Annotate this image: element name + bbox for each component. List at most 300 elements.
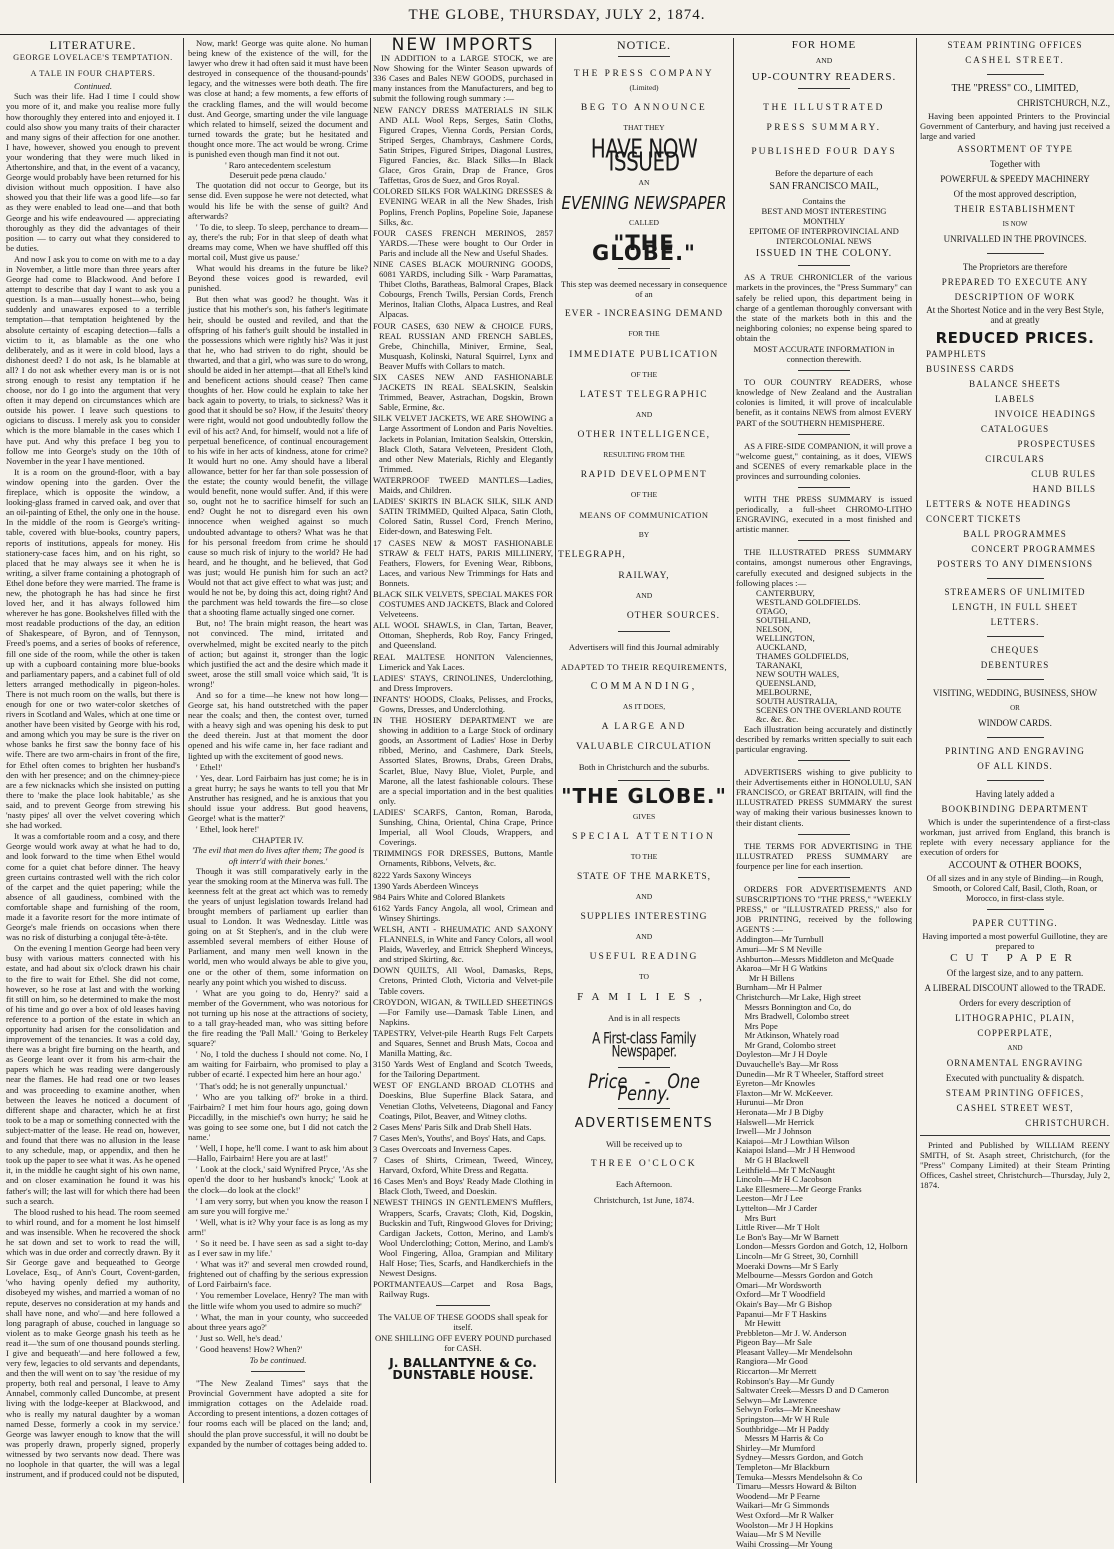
column-rule [370, 38, 371, 1483]
dialogue: ' You remember Lovelace, Henry? The man with the little wife whom you used to admire so much?' [188, 1290, 368, 1311]
notice-line: Both in Christchurch and the suburbs. [578, 762, 710, 773]
dialogue: ' Well, I hope, he'll come. I want to ask him about—Hallo, Fairbairn! Here you are at last!' [188, 1143, 368, 1164]
divider [798, 834, 851, 835]
paragraph: MOST ACCURATE INFORMATION in connection therewith. [753, 343, 895, 365]
divider [618, 631, 670, 632]
heading-line: EPITOME OF INTERPROVINCIAL AND [749, 226, 899, 237]
import-item: TAPESTRY, Velvet-pile Hearth Rugs Felt Carpets and Squares, Sennet and Brush Mats, Cocoa and Manilla Matting, &c. [373, 1027, 553, 1059]
notice-line: MEANS OF COMMUNICATION [579, 510, 709, 521]
globe-title: "THE GLOBE." [561, 784, 727, 809]
notice-line: AND [635, 891, 653, 901]
dialogue: ' Good heavens! How? When?' [196, 1343, 303, 1354]
notice-line: AND [635, 409, 653, 419]
divider [987, 679, 1044, 680]
notice-line: COMMANDING, [590, 681, 698, 692]
notice-line: THAT THEY [623, 123, 665, 133]
line: A LIBERAL DISCOUNT allowed to the TRADE. [924, 983, 1106, 994]
imprint: Printed and Published by WILLIAM REENY SMITH, of St. Asaph street, Christchurch, (for the "Press" Company Limited) at their Steam Printing Offices, Cashel street, Christchurch—Thursday, July 2, 1874. [920, 1140, 1110, 1191]
job-item: BALL PROGRAMMES [963, 529, 1067, 540]
agent-item: Halswell—Mr Herrick [736, 1116, 815, 1127]
line: The Proprietors are therefore [962, 262, 1068, 272]
line: LENGTH, IN FULL SHEET [952, 602, 1078, 613]
agent-item: Mr G H Blackwell [736, 1155, 809, 1165]
line: PREPARED TO EXECUTE ANY [941, 277, 1089, 287]
notice-line: OTHER INTELLIGENCE, [577, 429, 711, 440]
line: Executed with punctuality & dispatch. [945, 1073, 1085, 1084]
heading-line: BEST AND MOST INTERESTING [761, 205, 887, 216]
agent-item: Kaiapoi Island—Mr J H Henwood [736, 1145, 855, 1156]
import-item: CROYDON, WIGAN, & TWILLED SHEETINGS—For Family use—Damask Table Linen, and Napkins. [373, 996, 553, 1027]
notice-line: THREE O'CLOCK [590, 1159, 698, 1170]
masthead-title: THE GLOBE, THURSDAY, JULY 2, 1874. [408, 7, 706, 23]
line: BOOKBINDING DEPARTMENT [941, 804, 1089, 815]
paragraph: And now I ask you to come on with me to a day in November, a little more than three years after George had come to Blackwood. And before I attempt to describe that day I want to ask you a question. Is a man—usually honest—who, being suddenly and unawares exposed to a terrible temptation—that temptation heightened by the absolute certainty of escaping detection—falls a victim to it, as blamable as the one who deliberately, and as it were in cold blood, lays a dishonest deed? I do not ask, Is he blamable at all? I do not ask whether every man is or is not strong enough to resist any temptation if he choose, nor do I go into the argument that very often it may depend on circumstances which are outside his power. I leave such questions to ogicians to discuss. I merely ask you to consider which is the more blamable in the cases which I have put. And why this preface I beg you to follow me into George's study on the 10th of November in the year I have mentioned. [6, 253, 180, 466]
line: WINDOW CARDS. [978, 718, 1052, 729]
dialogue: ' Just so. Well, he's dead.' [196, 1332, 283, 1343]
new-imports-ad [373, 35, 553, 1483]
divider [251, 1371, 305, 1372]
notice-line: CALLED [629, 217, 659, 227]
chapter-heading: CHAPTER IV. [252, 835, 304, 846]
column-rule [733, 38, 734, 1483]
agent-item: Addington—Mr Turnbull [736, 934, 824, 945]
reduced-prices: REDUCED PRICES. [935, 329, 1095, 347]
agent-item: Riccarton—Mr Merrett [736, 1366, 817, 1377]
import-item: WATERPROOF TWEED MANTLES—Ladies, Maids, and Children. [373, 474, 553, 496]
place-item: WELLINGTON, [756, 632, 815, 643]
notice-line: Each Afternoon. [615, 1179, 673, 1190]
notice-line: IMMEDIATE PUBLICATION [569, 349, 719, 360]
agent-item: Dunedin—Mr R T Wheeler, Stafford street [736, 1068, 884, 1079]
paragraph: Now, mark! George was quite alone. No human being knew of the existence of the will, for the lawyer who drew it had often said it must have been destroyed in consequence of the thousand-pounds' legacy, and the witnesses were both death. The fire was close at hand; a few moments, a few efforts of the crackling flames, and the will would become dust. And George, smarting under the vile language which related to himself, seized the document and turned towards the grate; but he hesitated and thought once more. The act would be wrong. Crime is punished even though man find it not out. [188, 38, 368, 160]
import-item: 7 Cases Men's, Youths', and Boys' Hats, and Caps. [373, 1132, 546, 1143]
agent-item: Leithfield—Mr T McNaught [736, 1164, 835, 1175]
line: POWERFUL & SPEEDY MACHINERY [940, 174, 1090, 184]
price-line: Price - One Penny. [588, 1069, 700, 1105]
agent-item: Irwell—Mr J Johnson [736, 1126, 812, 1137]
notice-line: RAPID DEVELOPMENT [580, 470, 708, 481]
notice-line: USEFUL READING [589, 952, 699, 963]
agent-item: Sydney—Messrs Gordon, and Gotch [736, 1452, 863, 1463]
place-item: SCENES ON THE OVERLAND ROUTE [756, 704, 902, 715]
import-item: 1390 Yards Aberdeen Winceys [373, 880, 479, 891]
divider [436, 1305, 490, 1306]
agent-item: Waikari—Mr G Simmonds [736, 1500, 830, 1511]
notice-line: OF THE [630, 490, 658, 500]
agent-item: Little River—Mr T Holt [736, 1222, 820, 1233]
heading-line: PRESS SUMMARY. [766, 123, 882, 134]
divider [618, 56, 670, 57]
notice-line: This step was deemed necessary in consequence of an [560, 279, 728, 300]
paragraph: It is a room on the ground-floor, with a bay window opening into the garden. Over the fireplace, which is opposite the window, a looking-glass framed in carved oak, and over that an oil-painting of Ethel, the only one in the house. In the middle of the room is George's writing-table, covered with blue-books, country papers, reports of institutions, appeals for money. His stationery-case faces him, and on his right, so placed that he may always see it when he is writing, a silver frame containing a photograph of Ethel done before they were married. The frame is new, the photograph he has had since he first loved her, and it has always followed him wherever he has gone. Bookshelves filled with the most readable productions of the day, an edition of Shakespeare, of Byron, and of Tennyson, Freed's poems, and a series of books of reference, fill one side of the room, while the other is taken up with a cupboard containing more blue-books and parliamentary papers, and a cabinet full of old letters arranged methodically in pigeon-holes. There is not much room on the walls, but there is enough for one or two water-color sketches of rivers in Scotland and Wales, which at one time or another have been visited by George with his rod, and among which you may be sure is the river on whose banks he first saw the bonny face of his wife. There are two arm-chairs in front of the fire, for Ethel often comes to brighten her husband's den with her presence; and on the chimney-piece are a few nicknacks which she insisted on putting there to 'make the place look habitable,' as she said, and to prevent George from strewing his 'nasty pipes' all over the velvet covering which she had worked. [6, 466, 180, 831]
agent-item: Doyleston—Mr J H Doyle [736, 1049, 828, 1060]
agent-item: Messrs M Harris & Co [736, 1433, 824, 1444]
agent-item: Southbridge—Mr H Paddy [736, 1423, 830, 1434]
job-item: BUSINESS CARDS [926, 364, 1015, 375]
column-rule [916, 38, 917, 1483]
agent-item: Le Bon's Bay—Mr W Barnett [736, 1231, 839, 1242]
notice-line: TELEGRAPH, [558, 550, 626, 561]
import-item: 6162 Yards Fancy Angola, all wool, Crimean and Winsey Shirtings. [373, 902, 553, 923]
divider [798, 265, 851, 266]
agent-item: Waihi Crossing—Mr Young [736, 1538, 833, 1549]
notice-line: RESULTING FROM THE [603, 449, 685, 459]
dialogue: ' Ethel, look here!' [196, 824, 259, 835]
notice-line: AN [638, 177, 650, 187]
notice-line: A LARGE AND [601, 722, 687, 733]
import-item: REAL MALTESE HONITON Valenciennes, Limerick and Yak Laces. [373, 651, 553, 672]
poem: ' To die, to sleep. To sleep, perchance to dream—ay, there's the rub; For in that sleep of death what dreams may come, When we have shuffled off this mortal coil, Must give us pause.' [188, 221, 368, 262]
place-item: MELBOURNE, [756, 686, 812, 697]
agent-item: Mrs Burt [736, 1212, 776, 1223]
agent-item: Mr Atkinson, Whately road [736, 1030, 839, 1041]
divider [987, 636, 1044, 637]
job-item: CATALOGUES [980, 424, 1050, 435]
line: CHRISTCHURCH. [1025, 1118, 1110, 1129]
paragraph: THE ILLUSTRATED PRESS SUMMARY contains, amongst numerous other Engravings, carefully executed and designed subjects in the following places :— [736, 547, 912, 588]
notice-line: AS IT DOES, [622, 702, 666, 712]
heading-line: Contains the [802, 195, 846, 206]
notice-line: FOR THE [628, 329, 660, 339]
notice-line: Advertisers will find this Journal admirably [568, 641, 720, 652]
line: OF ALL KINDS. [977, 761, 1053, 772]
notice-heading: NOTICE. [617, 38, 671, 52]
job-item: HAND BILLS [1032, 484, 1096, 495]
import-item: 8222 Yards Saxony Winceys [373, 869, 472, 880]
import-item: COLORED SILKS FOR WALKING DRESSES & EVENING WEAR in all the New Shades, Irish Poplins, French Poplins, Popeline Soie, Japanese Silks, &c. [373, 186, 553, 227]
import-item: 16 Cases Men's and Boys' Ready Made Clothing in Black Cloth, Tweed, and Doeskin. [373, 1176, 553, 1197]
job-item: CONCERT TICKETS [926, 514, 1022, 525]
divider [987, 253, 1044, 254]
agent-item: Omari—Mr Wordsworth [736, 1279, 822, 1290]
line: DESCRIPTION OF WORK [954, 292, 1076, 302]
line: IS NOW [1002, 220, 1028, 228]
divider [618, 1067, 670, 1068]
agent-item: Okain's Bay—Mr G Bishop [736, 1298, 832, 1309]
agent-item: Ashburton—Messrs Middleton and McQuade [736, 953, 894, 964]
line: ACCOUNT & OTHER BOOKS, [948, 860, 1082, 872]
paragraph: What would his dreams in the future be like? Beyond these voices good is rewarded, evil punished. [188, 263, 368, 294]
notice-column [558, 38, 730, 1483]
agent-item: Oxford—Mr T Woodfield [736, 1289, 826, 1300]
place-item: WESTLAND GOLDFIELDS. [756, 596, 861, 607]
import-item: SIX CASES NEW AND FASHIONABLE JACKETS IN REAL SEALSKIN, Sealskin Trimmed, Beaver, Astrachan, Dogskin, Brown Sable, Ermine, &c. [373, 372, 553, 413]
notice-headline: A First-class Family Newspaper. [592, 1028, 696, 1061]
import-item: LADIES' SKIRTS IN BLACK SILK, SILK AND SATIN TRIMMED, Quilted Alpaca, Satin Cloth, Colored Satin, Russel Cord, French Merino, Eider-down, and Bateswing Felt. [373, 496, 553, 537]
notice-line: LATEST TELEGRAPHIC [579, 389, 709, 400]
agent-item: Mr Hewitt [736, 1318, 781, 1329]
notice-line: And is in all respects [607, 1012, 681, 1023]
import-item: NINE CASES BLACK MOURNING GOODS, 6081 YARDS, including Silk - Warp Paramattas, Thibet Cloths, Baratheas, Balmoral Crapes, Black Cobourgs, French Twills, Persian Cords, French Merinos, Italian Cloths, Alpaca Lustres, and Real Alpacas. [373, 258, 553, 320]
agent-item: Messrs Bonnington and Co, do [736, 1001, 852, 1012]
line: UNRIVALLED IN THE PROVINCES. [943, 234, 1087, 244]
agent-item: Lincoln—Mr G Street, 30, Cornhill [736, 1250, 859, 1261]
notice-line: THE PRESS COMPANY [573, 69, 715, 80]
latin-quote: Deseruit pede pœna claudo.' [229, 170, 327, 181]
line: ORNAMENTAL ENGRAVING [946, 1058, 1084, 1069]
line: STEAM PRINTING OFFICES [947, 40, 1083, 50]
notice-line: (Limited) [629, 83, 659, 93]
paragraph: The quotation did not occur to George, but its sense did. Even suppose he were not detected, what would his life be with the sense of guilt? And afterwards? [188, 180, 368, 221]
paragraph: ORDERS FOR ADVERTISEMENTS AND SUBSCRIPTIONS TO "THE PRESS," "WEEKLY PRESS," or "ILLUSTRATED PRESS," also for JOB PRINTING, received by the following AGENTS :— [736, 883, 912, 935]
agent-item: Hurunui—Mr Dron [736, 1097, 804, 1108]
paragraph: TO OUR COUNTRY READERS, whose knowledge of New Zealand and the Australian colonies is limited, it will prove of incalculable benefit, as it contains NEWS from almost EVERY PART of the SOUTHERN HEMISPHERE. [736, 377, 912, 428]
line: PRINTING AND ENGRAVING [945, 746, 1085, 757]
printing-offices-column [920, 38, 1110, 1483]
line: LITHOGRAPHIC, PLAIN, [955, 1013, 1075, 1024]
heading-line: Before the departure of each [775, 167, 873, 178]
notice-line: OTHER SOURCES. [626, 610, 720, 621]
agent-item: Duvauchelle's Bay—Mr Ross [736, 1059, 839, 1070]
divider [987, 578, 1044, 579]
line: CHEQUES [990, 645, 1040, 656]
import-item: BLACK SILK VELVETS, SPECIAL MAKES FOR COSTUMES AND JACKETS, Black and Colored Velveteens. [373, 588, 553, 620]
divider [618, 1108, 670, 1109]
agent-item: West Oxford—Mr R Walker [736, 1509, 834, 1520]
notice-line: FAMILIES, [577, 991, 711, 1004]
paragraph: But then what was good? he thought. Was it justice that his mother's son, his father's legitimate heir, should be ousted and reviled, and that the offspring of his father's guilt should be installed in the possessions which were rightly his? Was it just that he, who had striven to do right, should be thwarted, and that a girl, who was sure to do wrong, should be aided in her attempt—that all Ethel's kind and beneficent actions should cease? Then came thoughts of her. How could he explain to take her back again to poverty, to trials, to sickness? Was it good that it should be so? How, if the Jesuits' theory were right, would not good undoubtedly follow the evil of his act? And, for himself, would not a life of perpetual beneficence, of continual encouragement to his wife in her acts of kindness, atone for crime? It would hurt no one. Amy should have a liberal allowance, better for her far than sole possession of the estate; the county would benefit, the village would benefit, none would suffer. And, if this were so, ought not he to sacrifice himself for such an end? Ought he not to disregard even his own innocence when weighed against so much undoubted advantage to others? What was he that for his personal freedom from crime he should cause so much risk of injury to the world? He had heard, and he thought, and he believed, that God was just; would He punish him for such an act? Would not that act give effect to what was just; and would he not be, by doing this act, doing right? And the parchment was held towards the fire—so close that a shooting flame actually singed one corner. [188, 294, 368, 618]
agent-item: Robinson's Bay—Mr Gundy [736, 1375, 835, 1386]
agent-item: Mrs Pope [736, 1020, 778, 1031]
notice-line: AND [635, 590, 653, 600]
paragraph: AS A TRUE CHRONICLER of the various markets in the provinces, the "Press Summary" can safely be relied upon, this department being in charge of a gentleman thoroughly conversant with the state of the markets both in this and the neighboring colonies; no expense being spared to obtain the [736, 272, 912, 343]
divider [798, 88, 851, 89]
place-item: &c. &c. &c. [756, 713, 799, 724]
job-item: CIRCULARS [985, 454, 1045, 465]
divider [798, 434, 851, 435]
notice-line: RAILWAY, [618, 570, 670, 581]
paragraph: Having been appointed Printers to the Provincial Government of Canterbury, and having just received a large and varied [920, 111, 1110, 141]
dialogue: ' That's odd; he is not generally unpunctual.' [196, 1080, 348, 1091]
place-item: NELSON, [756, 623, 793, 634]
dialogue: ' So it need be. I have seen as sad a sight to-day as I ever saw in my life.' [188, 1237, 368, 1259]
place-item: SOUTHLAND, [756, 614, 811, 625]
paragraph: Which is under the superintendence of a first-class workman, just arrived from England, this branch is replete with every necessary appliance for the execution of orders for [920, 817, 1110, 858]
divider [798, 370, 851, 371]
job-item: BALANCE SHEETS [969, 379, 1061, 390]
line: AND [1007, 1044, 1023, 1053]
import-item: 2 Cases Mens' Paris Silk and Drab Shell Hats. [373, 1121, 532, 1132]
heading-line: FOR HOME [791, 39, 857, 51]
agent-item: Templeton—Mr Blackburn [736, 1462, 830, 1472]
ad-signature: J. BALLANTYNE & Co. [389, 1354, 537, 1370]
agent-item: Prebbleton—Mr J. W. Anderson [736, 1327, 847, 1338]
job-item: LETTERS & NOTE HEADINGS [926, 499, 1072, 510]
divider [618, 780, 670, 781]
line: Having imported a most powerful Guillotine, they are prepared to [922, 931, 1108, 952]
agent-item: Mr H Billens [736, 972, 795, 983]
import-item: 3150 Yards West of England and Scotch Tweeds, for the Tailoring Department. [373, 1059, 553, 1080]
import-item: NEW FANCY DRESS MATERIALS IN SILK AND ALL Wool Reps, Serges, Satin Cloths, Figured Crapes, Vienna Cords, Persian Cords, Striped Serges, Chambrays, Cashmere Cords, Satin Stripes, Figured Stripes, Diagonal Lustres, Figured Fancies, &c. Black Silks—In Black Glace, Gros Grain, Drap de France, Gros Taffettas, Gros de Suez, and Gros Royal. [373, 104, 553, 186]
agent-item: Mrs Bradwell, Colombo street [736, 1011, 850, 1022]
divider [920, 1135, 1110, 1136]
agent-item: Shirley—Mr Mumford [736, 1442, 816, 1453]
agent-item: Akaroa—Mr H G Watkins [736, 963, 828, 974]
line: OR [1010, 704, 1020, 713]
import-item: DOWN QUILTS, All Wool, Damasks, Reps, Cretons, Printed Cloth, Victoria and Velvet-pile Table covers. [373, 965, 553, 996]
line: Having lately added a [975, 789, 1055, 800]
ad-intro: IN ADDITION to a LARGE STOCK, we are Now Showing for the Winter Season upwards of 336 Cases and Bales NEW GOODS, purchased in many instances from the Manufacturers, and beg to submit the following rough summary :— [373, 53, 553, 104]
divider [987, 74, 1044, 75]
heading-line: SAN FRANCISCO MAIL, [769, 180, 879, 192]
line: STEAM PRINTING OFFICES, [945, 1088, 1085, 1099]
import-item: WELSH, ANTI - RHEUMATIC AND SAXONY FLANNELS, in White and Fancy Colors, all wool Plaids, Waverley, and Ettrick Shepherd Winceys, and striped Skirting, &c. [373, 923, 553, 965]
place-item: SOUTH AUSTRALIA, [756, 695, 838, 706]
heading-line: PUBLISHED FOUR DAYS [751, 147, 897, 158]
import-item: FOUR CASES, 630 NEW & CHOICE FURS, REAL RUSSIAN AND FRENCH SABLES, Grebe, Chinchilla, Miniver, Ermine, Seal, Musquash, Kolinski, Natural Squirrel, Lynx and Beaver Muffs with Collars to match. [373, 320, 553, 371]
agent-item: Melbourne—Messrs Gordon and Gotch [736, 1270, 873, 1281]
paragraph: ADVERTISERS wishing to give publicity to their Advertisements either in HONOLULU, SAN FRANCISCO, or GREAT BRITAIN, will find the ILLUSTRATED PRESS SUMMARY the surest way of making their various businesses known to their distant clients. [736, 767, 912, 828]
heading-line: MONTHLY [802, 215, 846, 226]
notice-headline: HAVE NOW ISSUED [590, 133, 698, 178]
import-item: 7 Cases of Shirts, Crimean, Tweed, Wincey, Harvard, Oxford, White Dress and Regatta. [373, 1155, 553, 1176]
place-item: OTAGO, [756, 605, 788, 616]
line: STREAMERS OF UNLIMITED [944, 587, 1086, 598]
continued-note: Continued. [74, 81, 112, 92]
notice-line: EVER - INCREASING DEMAND [564, 309, 724, 320]
paragraph: On the evening I mention George had been very busy with various matters connected with his estate, and had about six o'clock drawn his chair to the fire to wait for Ethel. She did not come, however, so he rose at last and with the working fit still on him, so he determined to make the most of his time and go over a box of old leases having reference to a portion of the estate in which an opportunity had arisen for the consolidation and improvement of the tenancies. It was a cold day, there was a bright fire burning on the hearth, and as George leant over it from his arm-chair the papers which he was reading were dangerously near the flames. He had read one or two leases and was proceeding to examine another, when between the leaves he noticed a document of different shape and character, which he at first took to be a map or something connected with the subject-matter of the lease. He read on, however, and found that there was no allusion in the lease to any schedule, map, or appendix, and then he took up the paper to see what it was. As he opened it, in the middle he caught sight of his own name, and on closer examination he found it was his father's will; the last will for which there had been such a search. [6, 943, 180, 1206]
dialogue: ' Look at the clock,' said Wynifred Pryce, 'As she open'd the door to her husband's knock;' 'Look at the clock—do look at the clock!' [188, 1164, 368, 1195]
agent-item: Selwyn Forks—Mr Kneeshaw [736, 1404, 841, 1415]
line: THEIR ESTABLISHMENT [954, 204, 1076, 214]
agent-item: London—Messrs Gordon and Gotch, 12, Holborn [736, 1241, 908, 1252]
divider [987, 909, 1044, 910]
notice-line: BY [638, 530, 650, 540]
heading-line: THE ILLUSTRATED [763, 103, 885, 114]
agent-item: Springston—Mr W H Rule [736, 1414, 830, 1425]
line: DEBENTURES [980, 660, 1050, 671]
dialogue: ' Ethel!' [196, 761, 223, 772]
to-be-continued: To be continued. [249, 1355, 307, 1365]
ad-footer: ONE SHILLING OFF EVERY POUND purchased for CASH. [374, 1332, 552, 1353]
agent-item: Eyreton—Mr Knowles [736, 1078, 816, 1089]
paragraph: Each illustration being accurately and distinctly described by remarks written specially to suit each particular engraving. [736, 723, 912, 754]
notice-line: STATE OF THE MARKETS, [576, 871, 712, 882]
agent-item: Woolston—Mr J H Hopkins [736, 1519, 833, 1530]
agent-item: Pleasant Valley—Mr Mendelsohn [736, 1346, 853, 1357]
heading-line: AND [815, 56, 833, 66]
agent-item: Kaiapoi—Mr J Lowthian Wilson [736, 1135, 850, 1146]
paragraph: AS A FIRE-SIDE COMPANION, it will prove a "welcome guest," containing, as it does, VIEWS and SCENES of every remarkable place in the provinces and surrounding colonies. [736, 440, 912, 481]
dialogue: ' What are you going to do, Henry?' said a member of the Government, who was notorious for not turning up his nose at the attractions of society, to a tall gray-headed man, who was sitting before the fire reading the 'Pall Mall.' 'Going to Berkeley square?' [188, 987, 368, 1049]
place-item: NEW SOUTH WALES, [756, 668, 839, 679]
ad-heading: NEW IMPORTS [391, 35, 535, 55]
dialogue: ' I am very sorry, but when you know the reason I am sure you will forgive me.' [188, 1195, 368, 1216]
line: Together with [989, 159, 1041, 169]
job-item: CLUB RULES [1031, 469, 1096, 480]
masthead [0, 0, 1114, 35]
line: ASSORTMENT OF TYPE [957, 144, 1073, 154]
agent-item: Waiau—Mr S M Neville [736, 1529, 821, 1540]
jobs-list [920, 347, 1110, 572]
divider [798, 760, 851, 761]
agents-list [736, 935, 912, 1549]
line: LETTERS. [990, 617, 1040, 628]
line: Of all sizes and in any style of Binding—in Rough, Smooth, or Colored Calf, Basil, Cloth, Roan, or Morocco, in first-class style. [926, 873, 1104, 904]
column-rule [183, 38, 184, 1483]
import-item: 984 Pairs White and Colored Blankets [373, 891, 505, 902]
line: CUT PAPER [950, 952, 1080, 965]
line: CASHEL STREET WEST, [956, 1103, 1074, 1114]
agent-item: Papanui—Mr F T Haskins [736, 1308, 827, 1319]
story-column [188, 38, 368, 1483]
job-item: PROSPECTUSES [1017, 439, 1096, 450]
heading-line: ISSUED IN THE COLONY. [755, 248, 893, 260]
agent-item: Woodend—Mr P Fearne [736, 1490, 820, 1501]
agent-item: Heronata—Mr J B Digby [736, 1107, 824, 1118]
agent-item: Mr Grand, Colombo street [736, 1039, 836, 1050]
job-item: INVOICE HEADINGS [994, 409, 1096, 420]
dialogue: ' Well, what is it? Why your face is as long as my arm!' [188, 1216, 368, 1237]
heading-line: INTERCOLONIAL NEWS [776, 236, 872, 247]
paragraph: WITH THE PRESS SUMMARY is issued periodically, a full-sheet CHROMO-LITHO ENGRAVING, executed in a most finished and artistic manner. [736, 494, 912, 535]
place-item: QUEENSLAND, [756, 677, 816, 688]
ad-footer: The VALUE OF THESE GOODS shall speak for itself. [378, 1312, 548, 1333]
press-summary-column [736, 38, 912, 1549]
dialogue: ' What was it?' and several men crowded round, frightened out of chaffing by the serious expression of Lord Fairbairn's face. [188, 1259, 368, 1290]
paragraph: Such was their life. Had I time I could show you more of it, and make you realise more fully how thoroughly they entered into and enjoyed it. I could also show you many traits of their character and many signs of their affection for one another. I have, however, showed you enough to prevent your wondering that they were much liked in Athertonshire, and that, in the event of a vacancy, George would probably have been returned for his division without much opposition. I have also showed you that their life was a good life—so far as they were enabled to lead one—and that both George and his wife endeavoured — appreciating thoroughly as they did the advantages of their position — to carry out what they considered to be duties. [6, 91, 180, 253]
places-list [736, 589, 912, 724]
dialogue: ' No, I told the duchess I should not come. No, I am waiting for Fairbairn, who promised to play a rubber of ecarté. I expected him here an hour ago.' [188, 1049, 368, 1080]
import-item: 3 Cases Overcoats and Inverness Capes. [373, 1143, 512, 1154]
divider [987, 780, 1044, 781]
agent-item: Burnham—Mr H Palmer [736, 982, 822, 993]
notice-line: ADVERTISEMENTS [574, 1115, 714, 1131]
notice-line: SPECIAL ATTENTION [572, 831, 716, 842]
notice-line: VALUABLE CIRCULATION [576, 742, 712, 753]
agent-item: Rangiora—Mr Good [736, 1356, 808, 1367]
place-item: TARANAKI, [756, 659, 803, 670]
line: Orders for every description of [959, 998, 1071, 1009]
heading-line: UP-COUNTRY READERS. [751, 71, 897, 84]
agent-item: Lincoln—Mr H C Jacobson [736, 1174, 832, 1185]
import-item: FOUR CASES FRENCH MERINOS, 2857 YARDS.—These were bought to Our Order in Paris and include all the New and Useful Shades. [373, 227, 553, 258]
notice-line: ADAPTED TO THEIR REQUIREMENTS, [560, 661, 728, 672]
agent-item: Leeston—Mr J Lee [736, 1193, 803, 1204]
divider [798, 877, 851, 878]
dialogue: ' Who are you talking of?' broke in a third. 'Fairbairn? I met him four hours ago, going down Piccadilly, in the mischief's own hurry; he said he was going to see some one, but I did not catch the name.' [188, 1091, 368, 1143]
line: Of the most approved description, [953, 189, 1077, 199]
agent-item: Lake Ellesmere—Mr George Franks [736, 1183, 862, 1194]
notice-line: GIVES [632, 811, 656, 821]
story-title: GEORGE LOVELACE'S TEMPTATION. [13, 53, 173, 63]
import-item: ALL WOOL SHAWLS, in Clan, Tartan, Beaver, Ottoman, Shepherds, Rob Roy, Fancy Fringed, and Queensland. [373, 620, 553, 651]
notice-date: Christchurch, 1st June, 1874. [593, 1195, 695, 1206]
line: At the Shortest Notice and in the very Best Style, and at greatly [926, 305, 1104, 325]
agent-item: Timaru—Messrs Howard & Bilton [736, 1481, 857, 1492]
job-item: LABELS [994, 394, 1035, 405]
divider [987, 737, 1044, 738]
import-item: TRIMMINGS FOR DRESSES, Buttons, Mantle Ornaments, Ribbons, Velvets, &c. [373, 848, 553, 869]
line: PAPER CUTTING. [972, 918, 1058, 929]
notice-line: OF THE [630, 369, 658, 379]
job-item: CONCERT PROGRAMMES [971, 544, 1096, 555]
agent-item: Flaxton—Mr W. McKeever. [736, 1087, 833, 1098]
line: COPPERPLATE, [977, 1028, 1053, 1039]
paragraph: But, no! The brain might reason, the heart was not convinced. The mind, irritated and overwhelmed, might be excited nearly to the pitch of action; but against it, stronger than the logic which justified the act and the desire which made it sweet, arose the still small voice which said, 'It is wrong!' [188, 618, 368, 689]
import-item: SILK VELVET JACKETS, WE ARE SHOWING a Large Assortment of London and Paris Novelties. Jackets in Polanian, Imitation Sealskin, Otterskin, Black Cloth, Satara Velveteen, President Cloth, and other New Materials, Richly and Elegantly Trimmed. [373, 413, 553, 474]
notice-headline: EVENING NEWSPAPER [561, 191, 727, 214]
divider [618, 268, 670, 269]
news-item: "The New Zealand Times" says that the Provincial Government have adopted a site for immigration cottages on the Adelaide road. According to present intentions, a dozen cottages of four rooms each will be placed on the land; and, should the plan prove successful, it will no doubt be expanded by the number of cottages being added to. [188, 1378, 368, 1449]
import-item: NEWEST THINGS IN GENTLEMEN'S Mufflers, Wrappers, Scarfs, Cravats; Cloth, Kid, Dogskin, Buckskin and Tuft, Ringwood Gloves for Driving; Cardigan Jackets, Cotton, Merino, and Lamb's Wool Underclothing; Cotton, Merino, and Lamb's Wool Fingering, Alloa, Grampian and Military Half Hose; Ties, Scarfs, and Handkerchiefs in the Newest Designs. [373, 1197, 553, 1279]
imports-list [373, 105, 553, 1300]
notice-line: SUPPLIES INTERESTING [580, 912, 708, 923]
import-item: WEST OF ENGLAND BROAD CLOTHS and Doeskins, Blue Superfine Black Satara, and Venetian Cloths, Velveteens, Diagonal and Fancy Coatings, Pilot, Beaver, and Witney cloths. [373, 1080, 553, 1121]
paragraph: Though it was still comparatively early in the year the smoking room at the Minerva was full. The keenness felt at the great act which was to remedy the years of unjust legislation towards Ireland had brought members of parliament up earlier than usual to London. It was Wednesday. Little was going on at St Stephen's, and in the club were assembled several members of either House of Parliament, and many men well known in the world, men who would always be able to give you, one or the other of them, some information on nearly any point which you wished to discuss. [188, 865, 368, 987]
paragraph: It was a comfortable room and a cosy, and there George would work away at what he had to do, and look forward to the time when Ethel would come for a quiet chat before dinner. The heavy green curtains contrasted well with the rich color of the carpet and the quiet papering; while the absence of all gaudiness, combined with the comfortable shape and furnishing of the room, made it a favorite resort for the more intimate of George's male friends on occasions when there was no risk of disturbing a conjugal tête-à-tête. [6, 831, 180, 943]
paragraph: And so for a time—he knew not how long—George sat, his hand outstretched with the paper near the coals; and then, the contest over, turned with a heavy sigh and was opening his desk to put the deed therein. Just at that moment the door opened and his wife came in, her face radiant and lighted up with the excitement of good news. [188, 690, 368, 761]
